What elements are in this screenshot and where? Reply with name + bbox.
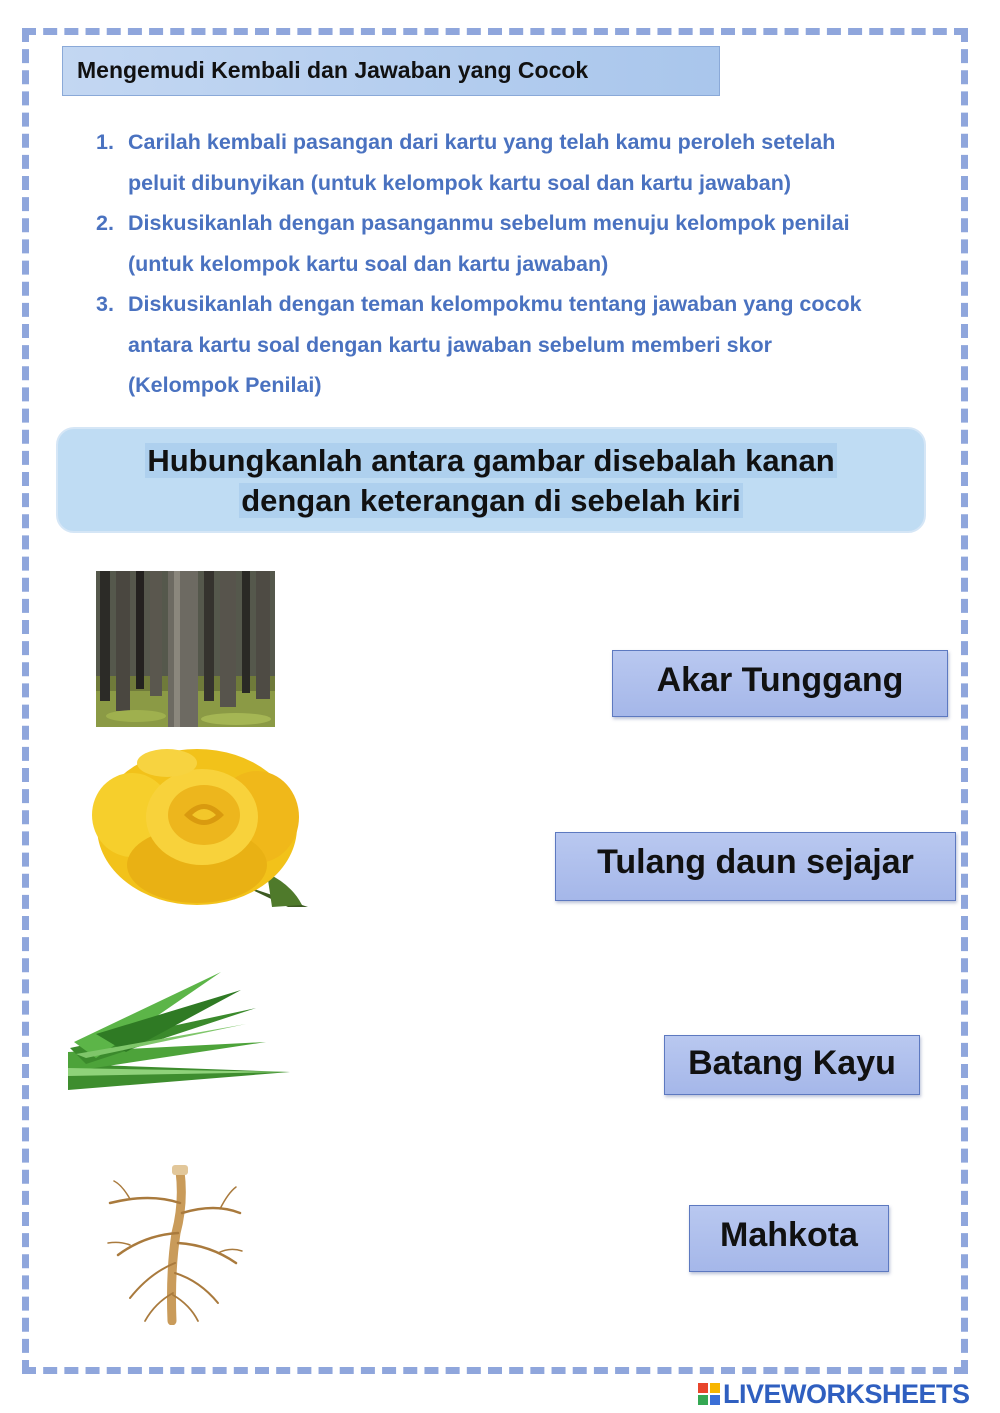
step-text: Diskusikanlah dengan pasanganmu sebelum menuju kelompok penilai <box>128 211 850 235</box>
answer-card[interactable] <box>612 650 948 717</box>
step-text: antara kartu soal dengan kartu jawaban sebelum memberi skor <box>128 332 773 357</box>
step-text: Carilah kembali pasangan dari kartu yang telah kamu peroleh setelah <box>128 130 836 154</box>
yellow-rose-image[interactable] <box>92 745 310 907</box>
answer-card-label: Akar Tunggang <box>656 661 904 699</box>
taproot-image[interactable] <box>100 1163 248 1325</box>
liveworksheets-logo-icon <box>698 1383 720 1405</box>
step-2 <box>96 203 946 284</box>
liveworksheets-logo-text: LIVEWORKSHEETS <box>723 1378 970 1409</box>
liveworksheets-logo <box>698 1378 970 1410</box>
answer-card[interactable] <box>689 1205 889 1272</box>
step-1 <box>96 122 946 203</box>
matching-instruction <box>56 427 926 533</box>
step-number: 2. <box>96 211 114 235</box>
instruction-line: dengan keterangan di sebelah kiri <box>241 483 741 518</box>
step-number: 3. <box>96 292 114 316</box>
answer-card-label: Tulang daun sejajar <box>597 843 914 881</box>
section-title: Mengemudi Kembali dan Jawaban yang Cocok <box>62 46 720 96</box>
forest-image[interactable] <box>96 571 275 727</box>
step-text: (untuk kelompok kartu soal dan kartu jawaban) <box>128 251 609 276</box>
step-text: (Kelompok Penilai) <box>128 373 322 397</box>
instruction-line: Hubungkanlah antara gambar disebalah kanan <box>147 443 835 478</box>
step-number: 1. <box>96 130 114 154</box>
answer-card-label: Batang Kayu <box>688 1044 896 1082</box>
pandan-leaf-image[interactable] <box>66 968 292 1104</box>
answer-card-label: Mahkota <box>720 1216 858 1254</box>
step-text: peluit dibunyikan (untuk kelompok kartu soal dan kartu jawaban) <box>128 170 792 195</box>
answer-card[interactable] <box>555 832 956 901</box>
answer-card[interactable] <box>664 1035 920 1095</box>
step-3 <box>96 284 946 406</box>
instruction-steps <box>96 122 946 406</box>
step-text: Diskusikanlah dengan teman kelompokmu tentang jawaban yang cocok <box>128 292 862 316</box>
